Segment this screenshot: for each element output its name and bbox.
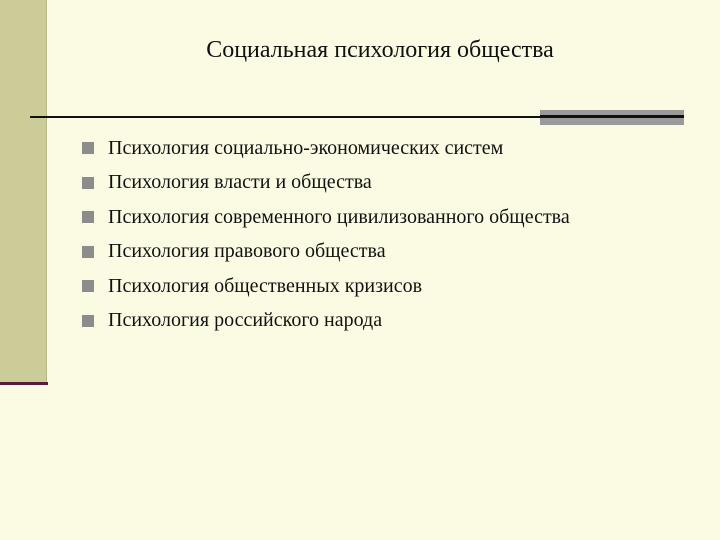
- list-item-text: Психология современного цивилизованного общества: [108, 205, 570, 228]
- list-item: [82, 235, 702, 270]
- square-bullet-icon: [82, 280, 94, 292]
- bullet-list: [82, 131, 702, 338]
- list-item-text: Психология общественных кризисов: [108, 274, 423, 297]
- list-item-text: Психология социально-экономических систем: [108, 136, 504, 159]
- list-item: [82, 304, 702, 339]
- list-item: [82, 131, 702, 166]
- list-item: [82, 269, 702, 304]
- title-divider-accent-line: [540, 115, 684, 118]
- left-band-underline: [0, 382, 48, 385]
- list-item-text: Психология власти и общества: [108, 171, 372, 194]
- square-bullet-icon: [82, 246, 94, 258]
- list-item-text: Психология российского народа: [108, 309, 383, 332]
- square-bullet-icon: [82, 177, 94, 189]
- square-bullet-icon: [82, 211, 94, 223]
- square-bullet-icon: [82, 315, 94, 327]
- left-decorative-band: [0, 0, 47, 382]
- square-bullet-icon: [82, 142, 94, 154]
- list-item: [82, 200, 702, 235]
- slide-title: Социальная психология общества: [206, 37, 554, 63]
- list-item: [82, 166, 702, 201]
- list-item-text: Психология правового общества: [108, 240, 386, 263]
